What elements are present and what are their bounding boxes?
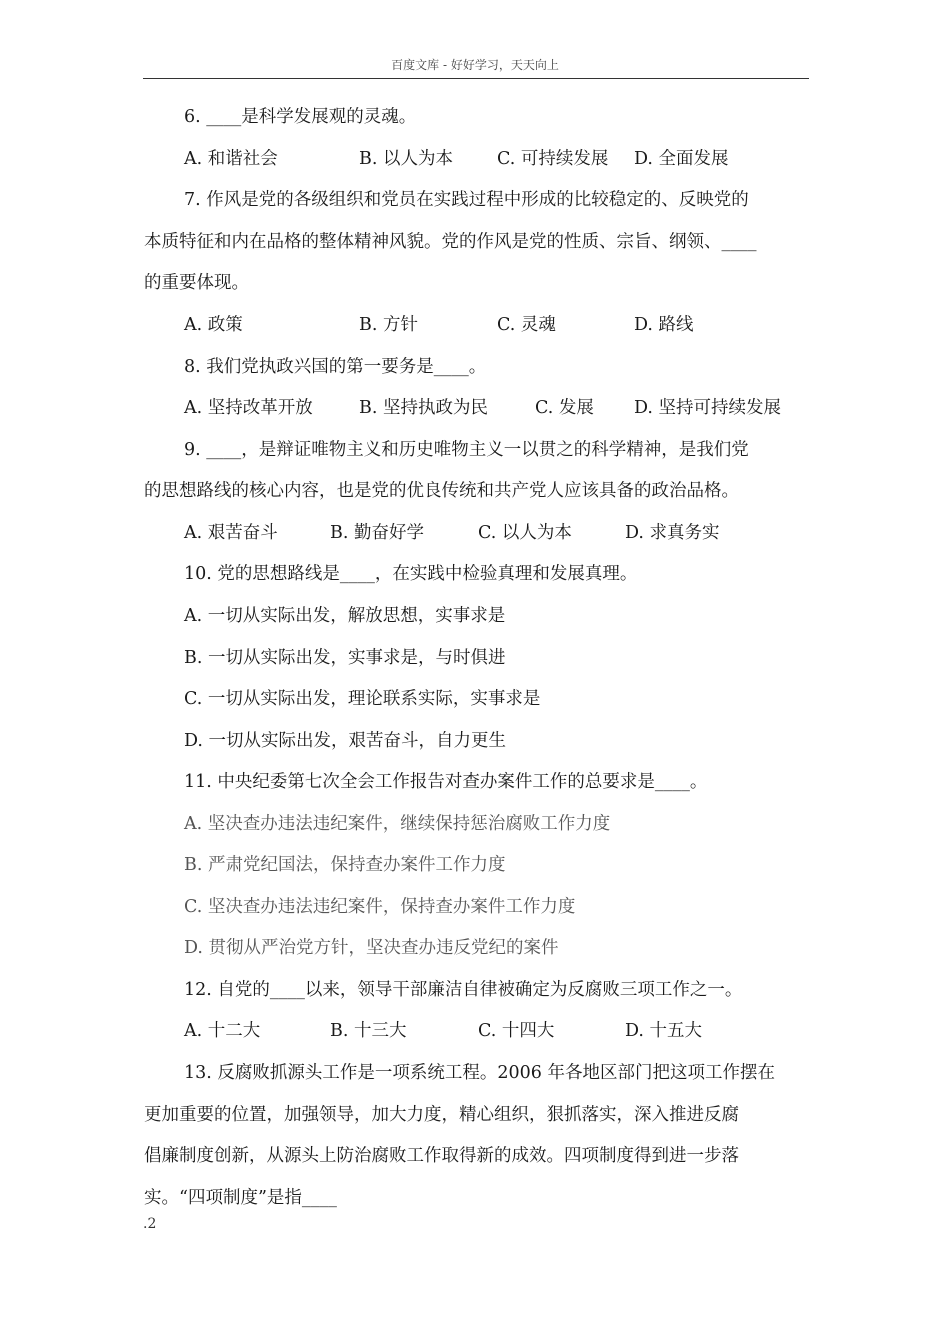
question-6-option-b: B. 以人为本 [359,149,453,169]
question-9-line-1: 9. ____，是辩证唯物主义和历史唯物主义一以贯之的科学精神，是我们党 [184,440,749,460]
question-6-option-d: D. 全面发展 [634,149,729,169]
question-11-stem: 11. 中央纪委第七次全会工作报告对查办案件工作的总要求是____。 [184,772,708,792]
question-10-option-a: A. 一切从实际出发，解放思想，实事求是 [184,606,506,626]
question-11-option-c: C. 坚决查办违法违纪案件，保持查办案件工作力度 [184,897,576,917]
question-7-option-c: C. 灵魂 [497,315,556,335]
question-9-option-a: A. 艰苦奋斗 [184,523,278,543]
question-7-option-b: B. 方针 [359,315,418,335]
question-13-line-2: 更加重要的位置，加强领导，加大力度，精心组织，狠抓落实，深入推进反腐 [144,1105,739,1125]
question-6-option-c: C. 可持续发展 [497,149,609,169]
question-12-option-d: D. 十五大 [625,1021,703,1041]
question-11-option-d: D. 贯彻从严治党方针，坚决查办违反党纪的案件 [184,938,559,958]
question-13-line-3: 倡廉制度创新，从源头上防治腐败工作取得新的成效。四项制度得到进一步落 [144,1146,739,1166]
question-11-option-b: B. 严肃党纪国法，保持查办案件工作力度 [184,855,506,875]
question-8-option-b: B. 坚持执政为民 [359,398,488,418]
question-6-option-a: A. 和谐社会 [184,149,278,169]
question-8-stem: 8. 我们党执政兴国的第一要务是____。 [184,357,487,377]
question-10-option-d: D. 一切从实际出发，艰苦奋斗，自力更生 [184,731,507,751]
question-6-stem: 6. ____是科学发展观的灵魂。 [184,107,417,127]
question-12-stem: 12. 自党的____以来，领导干部廉洁自律被确定为反腐败三项工作之一。 [184,980,743,1000]
question-10-option-b: B. 一切从实际出发，实事求是，与时俱进 [184,648,506,668]
question-9-line-2: 的思想路线的核心内容，也是党的优良传统和共产党人应该具备的政治品格。 [144,481,739,501]
question-9-option-d: D. 求真务实 [625,523,720,543]
question-12-option-a: A. 十二大 [184,1021,261,1041]
question-9-option-c: C. 以人为本 [478,523,572,543]
question-7-line-1: 7. 作风是党的各级组织和党员在实践过程中形成的比较稳定的、反映党的 [184,190,749,210]
question-7-line-2: 本质特征和内在品格的整体精神风貌。党的作风是党的性质、宗旨、纲领、____ [144,232,757,252]
question-11-option-a: A. 坚决查办违法违纪案件，继续保持惩治腐败工作力度 [184,814,611,834]
question-8-option-a: A. 坚持改革开放 [184,398,313,418]
question-9-option-b: B. 勤奋好学 [330,523,424,543]
question-12-option-b: B. 十三大 [330,1021,407,1041]
question-8-option-d: D. 坚持可持续发展 [634,398,782,418]
page-header: 百度文库 - 好好学习，天天向上 [391,58,559,72]
question-8-option-c: C. 发展 [535,398,594,418]
question-7-option-d: D. 路线 [634,315,694,335]
question-13-line-1: 13. 反腐败抓源头工作是一项系统工程。2006 年各地区部门把这项工作摆在 [184,1063,775,1083]
question-7-option-a: A. 政策 [184,315,243,335]
question-7-line-3: 的重要体现。 [144,273,249,293]
question-12-option-c: C. 十四大 [478,1021,555,1041]
question-10-stem: 10. 党的思想路线是____，在实践中检验真理和发展真理。 [184,564,638,584]
question-10-option-c: C. 一切从实际出发，理论联系实际，实事求是 [184,689,541,709]
question-13-line-4: 实。“四项制度”是指____ [144,1188,337,1208]
header-divider [143,78,809,79]
page-number: .2 [143,1216,157,1232]
